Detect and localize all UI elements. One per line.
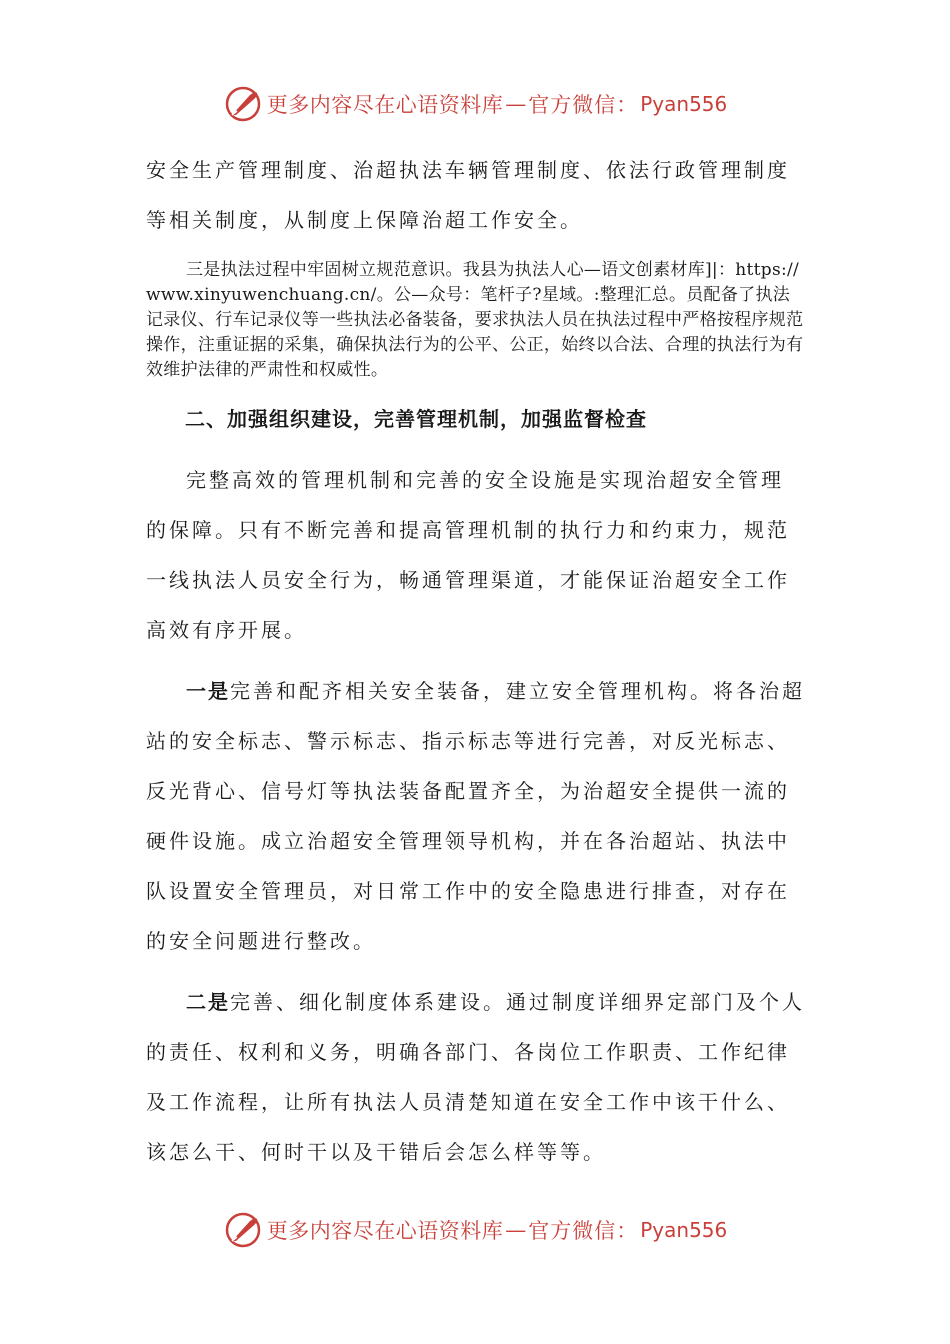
section-heading: 二、加强组织建设，完善管理机制，加强监督检查	[185, 407, 647, 431]
paragraph-2: 三是执法过程中牢固树立规范意识。我县为执法人心—语文创素材库]|：https://www.xinyuwenchuang.cn/。公—众号：笔杆子?星域。:整理汇总。员配备了执法记录仪、行车记录仪等一些执法必备装备，要求执法人员在执法过程中严格按程序规范操作，注重证据的采集，确保执法行为的公平、公正，始终以合法、合理的执法行为有效维护法律的严肃性和权威性。	[146, 260, 804, 380]
footer-separator: —	[505, 1218, 527, 1242]
header-wechat-id: Pyan556	[640, 92, 728, 116]
paragraph-5-lead: 二是	[186, 990, 230, 1014]
header-separator: —	[505, 92, 527, 116]
header-wechat-label: 官方微信：	[528, 93, 639, 117]
quill-logo-icon	[223, 1210, 263, 1250]
paragraph-5	[146, 977, 806, 1177]
footer-wechat-label: 官方微信：	[528, 1219, 639, 1243]
quill-logo-icon	[223, 84, 263, 124]
header-text: 更多内容尽在心语资料库	[266, 93, 504, 117]
paragraph-1: 安全生产管理制度、治超执法车辆管理制度、依法行政管理制度等相关制度，从制度上保障治超工作安全。	[146, 158, 790, 232]
paragraph-5-text: 完善、细化制度体系建设。通过制度详细界定部门及个人的责任、权利和义务，明确各部门、各岗位工作职责、工作纪律及工作流程，让所有执法人员清楚知道在安全工作中该干什么、该怎么干、何时干以及干错后会怎么样等等。	[146, 990, 805, 1164]
footer-banner	[0, 1208, 950, 1252]
header-banner	[0, 82, 950, 126]
footer-wechat-id: Pyan556	[640, 1218, 728, 1242]
paragraph-4-text: 完善和配齐相关安全装备，建立安全管理机构。将各治超站的安全标志、警示标志、指示标志等进行完善，对反光标志、反光背心、信号灯等执法装备配置齐全，为治超安全提供一流的硬件设施。成立治超安全管理领导机构，并在各治超站、执法中队设置安全管理员，对日常工作中的安全隐患进行排查，对存在的安全问题进行整改。	[146, 679, 805, 953]
paragraph-4-lead: 一是	[186, 679, 230, 703]
paragraph-3: 完整高效的管理机制和完善的安全设施是实现治超安全管理的保障。只有不断完善和提高管理机制的执行力和约束力，规范一线执法人员安全行为，畅通管理渠道，才能保证治超安全工作高效有序开展。	[146, 468, 790, 642]
paragraph-4	[146, 666, 806, 966]
footer-text: 更多内容尽在心语资料库	[266, 1219, 504, 1243]
